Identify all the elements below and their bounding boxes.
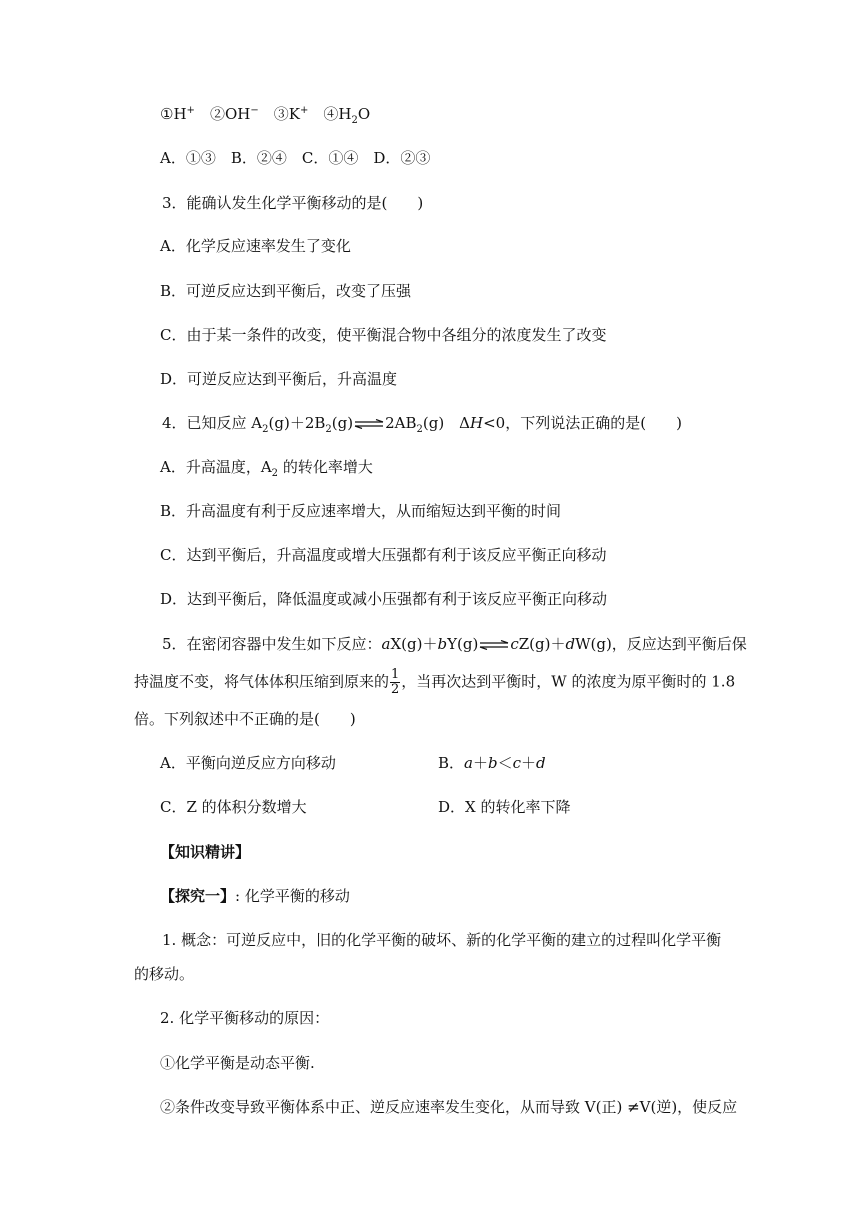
ion-list [160, 104, 370, 124]
fraction-one-half [390, 668, 400, 697]
q3-option-c: C．由于某一条件的改变，使平衡混合物中各组分的浓度发生了改变 [160, 326, 607, 344]
q5-text: W(g)，反应达到平衡后保 [575, 635, 747, 653]
q3-stem: 3．能确认发生化学平衡移动的是( ) [162, 194, 424, 212]
coef-a: a [381, 635, 391, 653]
q5-text: 5．在密闭容器中发生如下反应： [162, 635, 382, 653]
ion-k-plus: ③K [273, 105, 300, 123]
q5-option-b [438, 753, 546, 773]
q3-option-a: A．化学反应速率发生了变化 [160, 237, 351, 255]
explore-one [160, 886, 350, 906]
fraction-denominator: 2 [391, 682, 400, 697]
coef-b: b [437, 635, 448, 653]
ion-water: ④H [323, 105, 352, 123]
explore-tag: 【探究一】 [160, 887, 236, 905]
q5-stem-line2 [134, 668, 735, 697]
ion-h-plus: ①H [160, 105, 187, 123]
subscript: 2 [325, 424, 332, 435]
reason-item-1: ①化学平衡是动态平衡. [160, 1054, 315, 1072]
section-heading: 【知识精讲】 [160, 843, 251, 861]
plus: ＋ [521, 754, 537, 772]
concept-line1: 1. 概念：可逆反应中，旧的化学平衡的破坏、新的化学平衡的建立的过程叫化学平衡 [162, 931, 722, 949]
q5-option-c: C．Z 的体积分数增大 [160, 798, 307, 816]
subscript: 2 [351, 115, 358, 126]
q5-text: ，当再次达到平衡时，W 的浓度为原平衡时的 1.8 [401, 672, 736, 691]
q4-option-b: B．升高温度有利于反应速率增大，从而缩短达到平衡的时间 [160, 502, 562, 520]
q5-b-text: B． [438, 754, 465, 772]
q3-option-d: D．可逆反应达到平衡后，升高温度 [160, 370, 398, 388]
fraction-numerator: 1 [391, 667, 400, 682]
q5-stem-line1 [162, 634, 747, 654]
ion-water-o: O [357, 105, 371, 123]
q4-a-text: A．升高温度，A [160, 458, 272, 476]
q4-stem [162, 413, 682, 433]
coef-a: a [464, 754, 473, 772]
enthalpy-symbol: H [470, 414, 484, 432]
subscript: 2 [262, 424, 269, 435]
q4-a-text: 的转化率增大 [278, 458, 373, 476]
q2-options: A．①③ B．②④ C．①④ D．②③ [160, 149, 431, 167]
q3-option-b: B．可逆反应达到平衡后，改变了压强 [160, 282, 412, 300]
ion-oh-minus: ②OH [209, 105, 251, 123]
q5-text: X(g)＋ [390, 635, 438, 653]
less-than: ＜ [497, 754, 513, 772]
q4-text: (g) [331, 414, 354, 432]
q4-text: <0，下列说法正确的是( ) [483, 414, 682, 432]
charge-sup: − [250, 105, 259, 116]
q4-text: (g)＋2B [268, 414, 326, 432]
reason-heading: 2. 化学平衡移动的原因： [160, 1009, 330, 1027]
explore-title: : 化学平衡的移动 [235, 887, 350, 905]
coef-b: b [488, 754, 498, 772]
q5-option-d: D．X 的转化率下降 [438, 798, 571, 816]
coef-d: d [536, 754, 546, 772]
q5-text: 持温度不变，将气体体积压缩到原来的 [134, 672, 390, 691]
concept-line2: 的移动。 [134, 965, 195, 983]
coef-d: d [565, 635, 576, 653]
equilibrium-arrow-icon [354, 419, 384, 429]
equilibrium-arrow-icon [479, 640, 509, 650]
subscript: 2 [271, 468, 279, 479]
q5-text: Y(g) [447, 635, 479, 653]
q4-option-c: C．达到平衡后，升高温度或增大压强都有利于该反应平衡正向移动 [160, 546, 607, 564]
coef-c: c [512, 754, 522, 772]
subscript: 2 [416, 424, 423, 435]
q4-option-a [160, 457, 373, 477]
charge-sup: + [299, 105, 309, 116]
coef-c: c [510, 635, 519, 653]
q4-text: 2AB [385, 414, 417, 432]
plus: ＋ [472, 754, 488, 772]
reason-item-2: ②条件改变导致平衡体系中正、逆反应速率发生变化，从而导致 V(正) ≠V(逆)，使反应 [160, 1098, 738, 1116]
q5-stem-line3: 倍。下列叙述中不正确的是( ) [134, 710, 356, 728]
q4-text: 4．已知反应 A [162, 414, 263, 432]
q5-option-a: A．平衡向逆反应方向移动 [160, 754, 336, 772]
charge-sup: + [186, 105, 195, 116]
q4-option-d: D．达到平衡后，降低温度或减小压强都有利于该反应平衡正向移动 [160, 590, 608, 608]
q5-text: Z(g)＋ [518, 635, 566, 653]
q4-text: (g) Δ [422, 414, 471, 432]
